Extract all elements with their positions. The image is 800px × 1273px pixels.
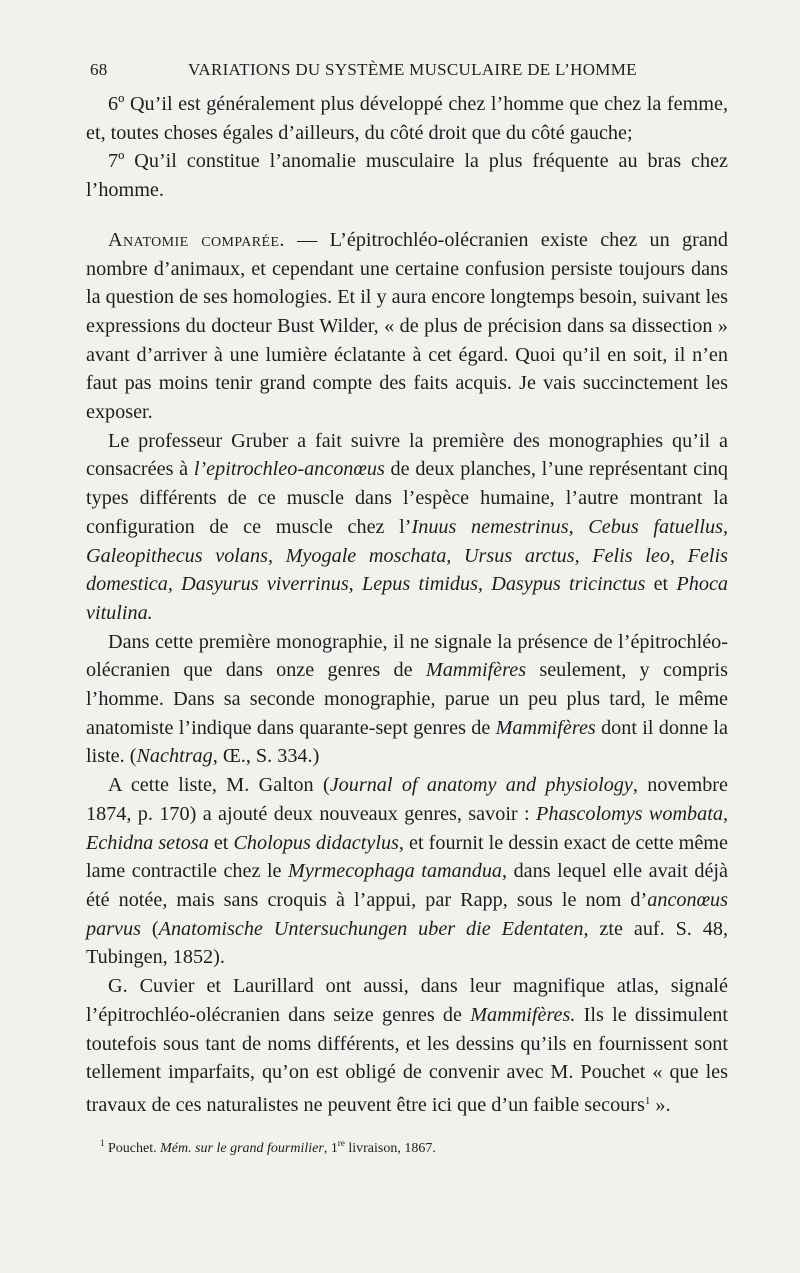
paragraph-item-6: 6º Qu’il est généralement plus développé chez l’homme que chez la femme, et, toutes choses égales d’ailleurs, du côté droit que du côté gauche;: [86, 93, 728, 144]
section-heading: Anatomie comparée.: [108, 228, 285, 251]
footnote-reference: 1: [644, 1094, 651, 1107]
body-text: [86, 90, 728, 1120]
paragraph-galton: A cette liste, M. Galton (Journal of anatomy and physiology, novembre 1874, p. 170) a ajouté deux nouveaux genres, savoir : Phascolomys wombata, Echidna setosa et Cholopus didactylus, et fournit le dessin exact de cette même lame contractile chez le Myrmecophaga tamandua, dans lequel elle avait déjà été notée, mais sans croquis à l’appui, par Rapp, sous le nom d’anconœus parvus (Anatomische Untersuchungen uber die Edentaten, zte auf. S. 48, Tubingen, 1852).: [86, 774, 728, 969]
running-header: [90, 60, 730, 88]
footnote: $^1$ Pouchet. Mém. sur le grand fourmilier, 1re livraison, 1867.: [100, 1138, 436, 1156]
paragraph-premiere-monographie: Dans cette première monographie, il ne signale la présence de l’épitrochléo-olécranien que dans onze genres de Mammifères seulement, y compris l’homme. Dans sa seconde monographie, parue un peu plus tard, le même anatomiste l’indique dans quarante-sept genres de Mammifères dont il donne la liste. (Nachtrag, Œ., S. 334.): [86, 630, 728, 768]
paragraph-gruber: Le professeur Gruber a fait suivre la première des monographies qu’il a consacrées à l’epitrochleo-anconœus de deux planches, l’une représentant cinq types différents de ce muscle dans l’espèce humaine, l’autre montrant la configuration de ce muscle chez l’Inuus nemestrinus, Cebus fatuellus, Galeopithecus volans, Myogale moschata, Ursus arctus, Felis leo, Felis domestica, Dasyurus viverrinus, Lepus timidus, Dasypus tricinctus et Phoca vitulina.: [86, 429, 728, 624]
paragraph-anatomie-comparee: Anatomie comparée. — L’épitrochléo-olécranien existe chez un grand nombre d’animaux, et cependant une certaine confusion persiste toujours dans la question de ses homologies. Et il y aura encore longtemps besoin, suivant les expressions du docteur Bust Wilder, « de plus de précision dans sa dissection » avant d’arriver à une lumière éclatante à cet égard. Quoi qu’il en soit, il n’en faut pas moins tenir grand compte des faits acquis. Je vais succinctement les exposer.: [86, 228, 728, 424]
running-title: VARIATIONS DU SYSTÈME MUSCULAIRE DE L’HOMME: [188, 60, 637, 79]
paragraph-item-7: 7º Qu’il constitue l’anomalie musculaire la plus fréquente au bras chez l’homme.: [86, 150, 728, 202]
paragraph-cuvier: G. Cuvier et Laurillard ont aussi, dans leur magnifique atlas, signalé l’épitrochléo-olécranien dans seize genres de Mammifères. Ils le dissimulent toutefois sous tant de noms différents, et les dessins qu’ils en fournissent sont tellement imparfaits, qu’on est obligé de convenir avec M. Pouchet « que les travaux de ces naturalistes ne peuvent être ici que d’un faible secours$^1$ ».: [86, 975, 728, 1116]
page-number: 68: [90, 60, 108, 79]
footnote-marker: 1: [100, 1138, 105, 1148]
